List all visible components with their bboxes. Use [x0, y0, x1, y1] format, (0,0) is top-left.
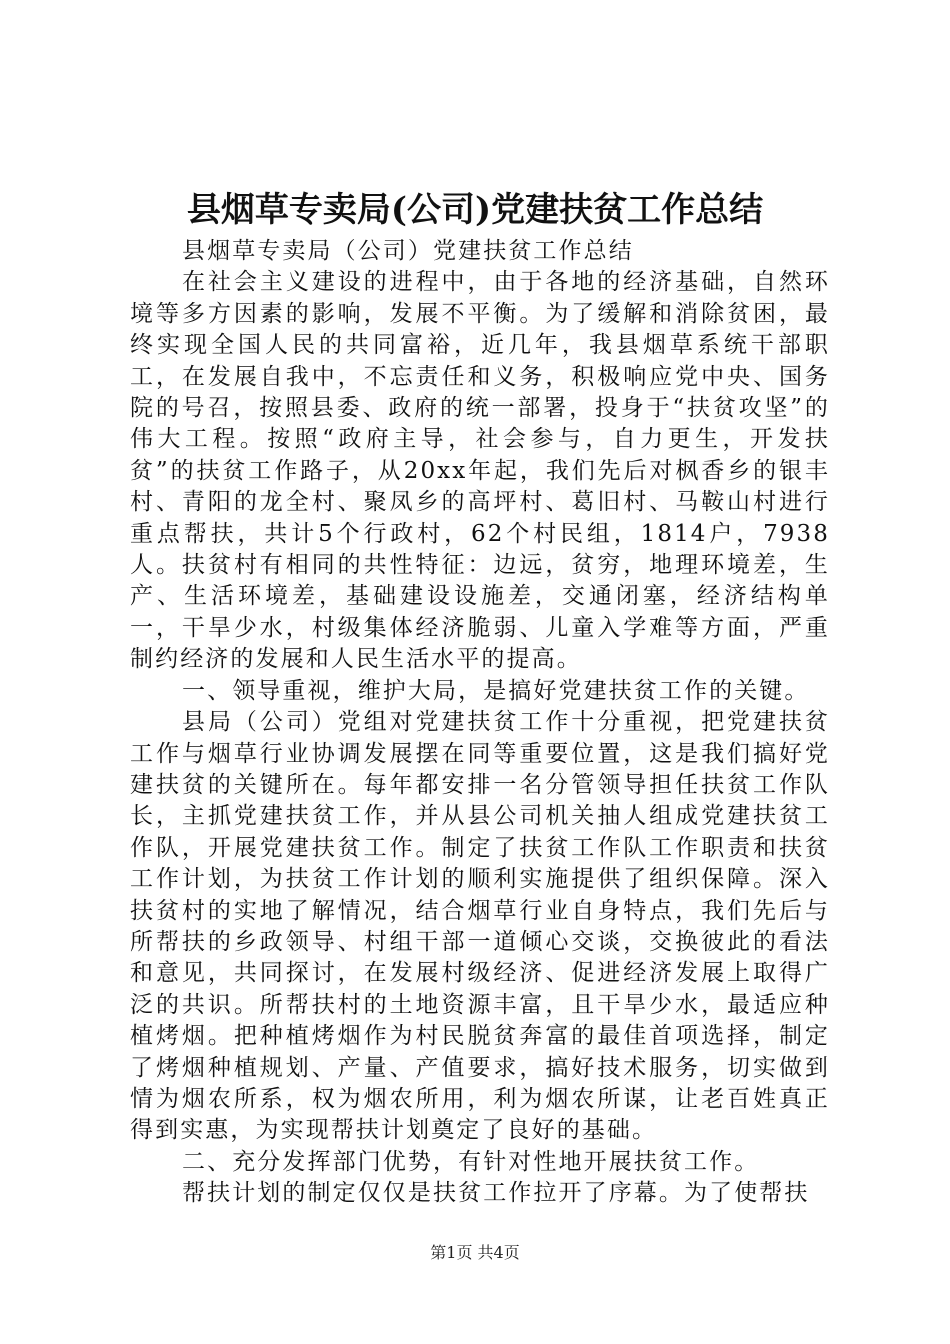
intro-paragraph: 在社会主义建设的进程中，由于各地的经济基础，自然环境等多方因素的影响，发展不平衡。为了缓解和消除贫困，最终实现全国人民的共同富裕，近几年，我县烟草系统干部职工，在发展自我中，不忘责任和义务，积极响应党中央、国务院的号召，按照县委、政府的统一部署，投身于“扶贫攻坚”的伟大工程。按照“政府主导，社会参与，自力更生，开发扶贫”的扶贫工作路子，从20xx年起，我们先后对枫香乡的银丰村、青阳的龙全村、聚凤乡的高坪村、葛旧村、马鞍山村进行重点帮扶，共计5个行政村，62个村民组，1814户，7938人。扶贫村有相同的共性特征：边远，贫穷，地理环境差，生产、生活环境差，基础建设设施差，交通闭塞，经济结构单一，干旱少水，村级集体经济脆弱、儿童入学难等方面，严重制约经济的发展和人民生活水平的提高。: [130, 269, 830, 673]
document-body: [130, 236, 830, 1210]
section-1-paragraph: 县局（公司）党组对党建扶贫工作十分重视，把党建扶贫工作与烟草行业协调发展摆在同等重要位置，这是我们搞好党建扶贫的关键所在。每年都安排一名分管领导担任扶贫工作队长，主抓党建扶贫工作，并从县公司机关抽人组成党建扶贫工作队，开展党建扶贫工作。制定了扶贫工作队工作职责和扶贫工作计划，为扶贫工作计划的顺利实施提供了组织保障。深入扶贫村的实地了解情况，结合烟草行业自身特点，我们先后与所帮扶的乡政领导、村组干部一道倾心交谈，交换彼此的看法和意见，共同探讨，在发展村级经济、促进经济发展上取得广泛的共识。所帮扶村的土地资源丰富，且干旱少水，最适应种植烤烟。把种植烤烟作为村民脱贫奔富的最佳首项选择，制定了烤烟种植规划、产量、产值要求，搞好技术服务，切实做到情为烟农所系，权为烟农所用，利为烟农所谋，让老百姓真正得到实惠，为实现帮扶计划奠定了良好的基础。: [130, 709, 830, 1144]
page-title: 县烟草专卖局(公司)党建扶贫工作总结: [186, 190, 764, 230]
section-heading-2: 二、充分发挥部门优势，有针对性地开展扶贫工作。: [182, 1148, 760, 1175]
page-footer: 第1页 共4页: [430, 1243, 520, 1262]
section-heading-1: 一、领导重视，维护大局，是搞好党建扶贫工作的关键。: [182, 677, 810, 704]
section-2-paragraph: 帮扶计划的制定仅仅是扶贫工作拉开了序幕。为了使帮扶: [182, 1180, 810, 1207]
subtitle-paragraph: 县烟草专卖局（公司）党建扶贫工作总结: [182, 238, 634, 264]
